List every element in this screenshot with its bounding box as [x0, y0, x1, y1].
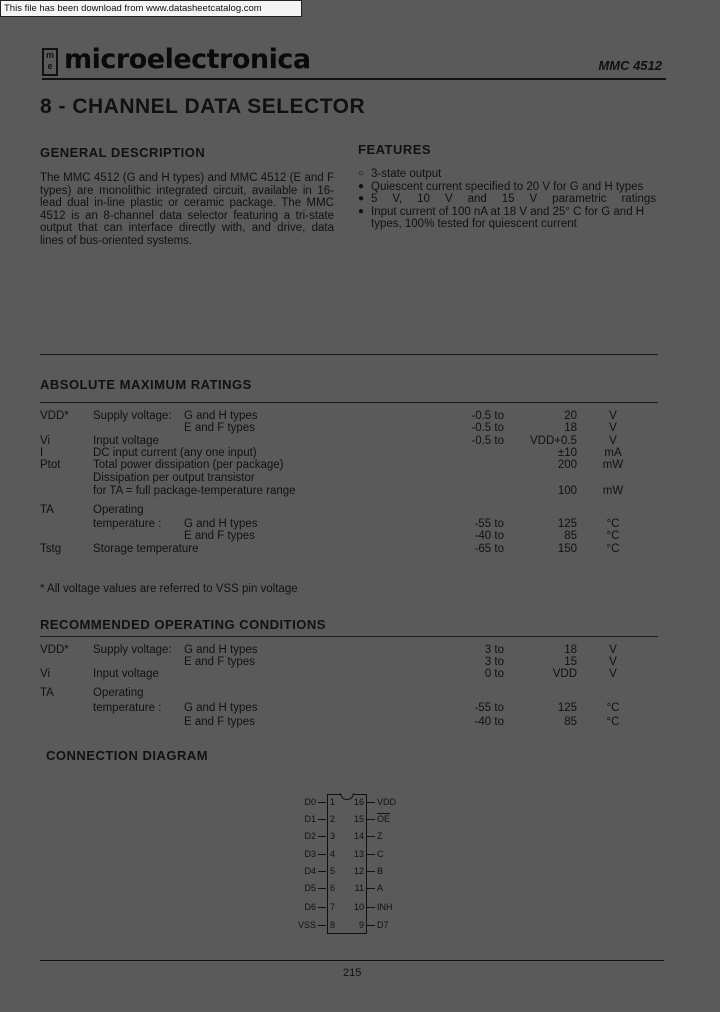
- unit-cell: V: [609, 422, 617, 434]
- unit-cell: mW: [602, 485, 624, 497]
- pin-lead: [318, 802, 326, 803]
- pin-lead: [367, 802, 375, 803]
- pin-lead: [318, 819, 326, 820]
- pin-label-right: VDD: [377, 797, 397, 807]
- voltage-footnote: * All voltage values are referred to VSS pin voltage: [40, 583, 298, 595]
- max-value-cell: 125: [557, 702, 577, 714]
- condition-cell: G and H types: [184, 702, 258, 714]
- parameter-cell: Supply voltage:: [93, 644, 172, 656]
- document-title: 8 - CHANNEL DATA SELECTOR: [40, 95, 366, 118]
- pin-label-right: B: [377, 866, 384, 876]
- symbol-cell: Ptot: [40, 459, 61, 471]
- condition-cell: G and H types: [184, 410, 258, 422]
- max-value-cell: 18: [564, 422, 577, 434]
- pin-number-left: 6: [330, 883, 336, 893]
- parameter-cell: temperature :: [93, 702, 162, 714]
- condition-cell: G and H types: [184, 518, 258, 530]
- pin-number-left: 8: [330, 920, 336, 930]
- part-number: MMC 4512: [598, 58, 662, 73]
- feature-item: ● Input current of 100 nA at 18 V and 25° C for G and H types, 100% tested for quiescent current: [358, 205, 645, 230]
- pin-number-right: 13: [353, 849, 364, 859]
- min-value-cell: 3 to: [484, 644, 504, 656]
- general-description-text: The MMC 4512 (G and H types) and MMC 4512 (E and F types) are monolithic integrated circuit, available in 16-lead dual in-line plastic or ceramic package. The MMC 4512 is an 8-channel data selector featuring a tri-state output that can interface directly with, and drive, data lines of bus-oriented systems.: [40, 172, 334, 247]
- symbol-cell: TA: [40, 687, 54, 699]
- pin-number-right: 10: [353, 902, 364, 912]
- unit-cell: V: [609, 410, 617, 422]
- max-value-cell: 125: [557, 518, 577, 530]
- pin-number-left: 7: [330, 902, 336, 912]
- pin-lead: [367, 836, 375, 837]
- general-description-heading: GENERAL DESCRIPTION: [40, 145, 206, 160]
- unit-cell: °C: [606, 716, 620, 728]
- min-value-cell: 0 to: [484, 668, 504, 680]
- pin-label-right: $\overline{OE}$: [377, 814, 391, 824]
- unit-cell: °C: [606, 543, 620, 555]
- pin-label-left: D1: [304, 814, 316, 824]
- parameter-cell: DC input current (any one input): [93, 447, 257, 459]
- pin-label-left: D6: [304, 902, 316, 912]
- max-value-cell: 85: [564, 530, 577, 542]
- rec-op-heading: RECOMMENDED OPERATING CONDITIONS: [40, 617, 326, 632]
- max-value-cell: 18: [564, 644, 577, 656]
- unit-cell: V: [609, 668, 617, 680]
- pin-lead: [318, 888, 326, 889]
- min-value-cell: -55 to: [474, 702, 504, 714]
- connection-diagram-heading: CONNECTION DIAGRAM: [46, 748, 209, 763]
- pin-number-right: 16: [353, 797, 364, 807]
- pin-number-right: 14: [353, 831, 364, 841]
- table-rule: [40, 402, 658, 403]
- pin-label-left: D4: [304, 866, 316, 876]
- bullet-icon: ●: [358, 193, 365, 204]
- condition-cell: G and H types: [184, 644, 258, 656]
- pin-number-right: 11: [354, 883, 364, 893]
- pin-lead: [318, 836, 326, 837]
- symbol-cell: I: [40, 447, 44, 459]
- unit-cell: °C: [606, 702, 620, 714]
- min-value-cell: -55 to: [474, 518, 504, 530]
- pin-number-left: 4: [330, 849, 336, 859]
- parameter-cell: Input voltage: [93, 668, 159, 680]
- pin-label-right: INH: [377, 902, 393, 912]
- pin-label-left: VSS: [297, 920, 316, 930]
- pin-lead: [367, 907, 375, 908]
- pin-number-right: 15: [353, 814, 364, 824]
- parameter-cell: temperature :: [93, 518, 162, 530]
- bullet-icon: ○: [358, 168, 365, 179]
- brand-logo-text: microelectronica: [64, 44, 311, 75]
- max-value-cell: 150: [557, 543, 577, 555]
- parameter-cell: Operating: [93, 504, 144, 516]
- page-number: 215: [343, 967, 362, 979]
- section-rule: [40, 354, 658, 355]
- parameter-cell: Operating: [93, 687, 144, 699]
- pin-label-left: D3: [304, 849, 316, 859]
- pin-number-right: 9: [358, 920, 364, 930]
- min-value-cell: -0.5 to: [471, 435, 504, 447]
- footer-rule: [40, 960, 664, 961]
- unit-cell: °C: [606, 530, 620, 542]
- parameter-cell: Storage temperature: [93, 543, 199, 555]
- pin-number-right: 12: [353, 866, 364, 876]
- pin-number-left: 3: [330, 831, 336, 841]
- max-value-cell: 100: [557, 485, 577, 497]
- min-value-cell: -65 to: [474, 543, 504, 555]
- condition-cell: E and F types: [184, 656, 255, 668]
- bullet-icon: ●: [358, 205, 365, 217]
- parameter-cell: Dissipation per output transistor: [93, 472, 255, 484]
- feature-item: ○ 3-state output: [358, 168, 442, 180]
- brand-logo-mark: m e: [42, 48, 58, 76]
- pin-lead: [367, 871, 375, 872]
- min-value-cell: -0.5 to: [471, 410, 504, 422]
- pin-lead: [367, 925, 375, 926]
- max-value-cell: 85: [564, 716, 577, 728]
- feature-item: ● Quiescent current specified to 20 V for G and H types: [358, 180, 644, 193]
- unit-cell: V: [609, 435, 617, 447]
- parameter-cell: for TA = full package-temperature range: [93, 485, 296, 497]
- parameter-cell: Supply voltage:: [93, 410, 172, 422]
- features-list: [358, 168, 656, 231]
- download-banner: This file has been download from www.datasheetcatalog.com: [0, 0, 302, 17]
- max-value-cell: 200: [557, 459, 577, 471]
- pin-lead: [318, 854, 326, 855]
- pin-label-right: A: [377, 883, 384, 893]
- min-value-cell: -40 to: [474, 530, 504, 542]
- pin-lead: [367, 854, 375, 855]
- pin-number-left: 1: [330, 797, 336, 807]
- unit-cell: V: [609, 656, 617, 668]
- min-value-cell: -0.5 to: [471, 422, 504, 434]
- max-value-cell: VDD: [552, 668, 577, 680]
- pin-lead: [367, 819, 375, 820]
- condition-cell: E and F types: [184, 530, 255, 542]
- parameter-cell: Input voltage: [93, 435, 159, 447]
- min-value-cell: 3 to: [484, 656, 504, 668]
- pin-label-right: D7: [377, 920, 389, 930]
- header-rule: [42, 78, 666, 80]
- symbol-cell: VDD*: [40, 410, 69, 422]
- abs-max-heading: ABSOLUTE MAXIMUM RATINGS: [40, 377, 252, 392]
- pin-lead: [318, 925, 326, 926]
- pin-lead: [367, 888, 375, 889]
- min-value-cell: -40 to: [474, 716, 504, 728]
- unit-cell: mW: [602, 459, 624, 471]
- max-value-cell: 15: [564, 656, 577, 668]
- pin-label-right: C: [377, 849, 384, 859]
- table-rule: [40, 636, 658, 637]
- pin-number-left: 5: [330, 866, 336, 876]
- pin-number-left: 2: [330, 814, 336, 824]
- symbol-cell: Vi: [40, 668, 51, 680]
- pin-label-left: D0: [304, 797, 316, 807]
- features-heading: FEATURES: [358, 142, 432, 157]
- parameter-cell: Total power dissipation (per package): [93, 459, 284, 471]
- symbol-cell: Tstg: [40, 543, 62, 555]
- pin-label-left: D5: [304, 883, 316, 893]
- unit-cell: V: [609, 644, 617, 656]
- pin-lead: [318, 907, 326, 908]
- max-value-cell: ±10: [557, 447, 577, 459]
- max-value-cell: VDD+0.5: [530, 435, 577, 447]
- symbol-cell: Vi: [40, 435, 51, 447]
- pin-label-right: Z: [377, 831, 383, 841]
- bullet-icon: ●: [358, 180, 365, 192]
- unit-cell: °C: [606, 518, 620, 530]
- condition-cell: E and F types: [184, 716, 255, 728]
- condition-cell: E and F types: [184, 422, 255, 434]
- pin-label-left: D2: [304, 831, 316, 841]
- feature-item: ● 5 V, 10 V and 15 V parametric ratings: [358, 193, 656, 205]
- pin-lead: [318, 871, 326, 872]
- symbol-cell: VDD*: [40, 644, 69, 656]
- max-value-cell: 20: [564, 410, 577, 422]
- symbol-cell: TA: [40, 504, 54, 516]
- unit-cell: mA: [604, 447, 622, 459]
